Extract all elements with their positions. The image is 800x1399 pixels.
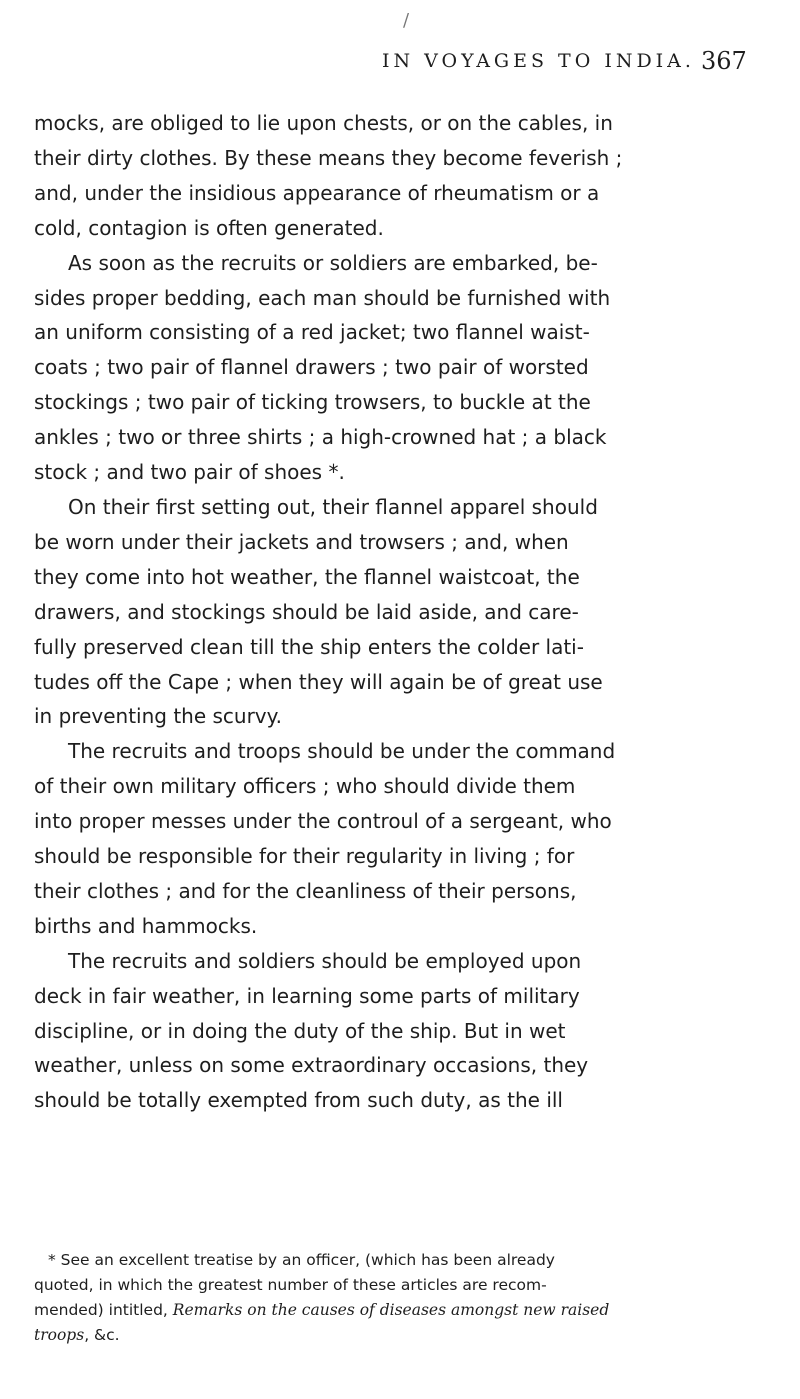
paragraph-start-line: As soon as the recruits or soldiers are embarked, be- [68, 250, 598, 275]
text-line: fully preserved clean till the ship enters the colder lati- [34, 634, 584, 659]
footnote-line [34, 1298, 800, 1323]
paragraph-start-line: The recruits and troops should be under the command [68, 739, 616, 764]
text-line: their dirty clothes. By these means they become feverish ; [34, 145, 623, 170]
text-line: deck in fair weather, in learning some parts of military [34, 983, 580, 1008]
text-line: cold, contagion is often generated. [34, 215, 384, 240]
text-line: be worn under their jackets and trowsers ; and, when [34, 529, 569, 554]
footnote-title: troops [34, 1326, 85, 1344]
margin-mark: / [403, 10, 410, 31]
footnote [34, 1248, 800, 1348]
footnote-title: Remarks on the causes of diseases amongst new raised [172, 1301, 610, 1319]
paragraph-start-line: The recruits and soldiers should be employed upon [68, 948, 582, 973]
text-line: should be totally exempted from such duty, as the ill [34, 1088, 563, 1113]
page-number: 367 [701, 47, 747, 75]
paragraph-start-line: On their first setting out, their flannel apparel should [68, 494, 598, 519]
text-line: weather, unless on some extraordinary occasions, they [34, 1053, 589, 1078]
text-line: sides proper bedding, each man should be furnished with [34, 285, 611, 310]
text-line: stock ; and two pair of shoes *. [34, 460, 345, 485]
body-text [34, 106, 800, 1118]
footnote-text: , &c. [84, 1326, 120, 1344]
footnote-line: quoted, in which the greatest number of these articles are recom- [34, 1276, 547, 1294]
text-line: an uniform consisting of a red jacket; two flannel waist- [34, 320, 590, 345]
footnote-line: * See an excellent treatise by an officer, (which has been already [48, 1251, 555, 1269]
text-line: they come into hot weather, the flannel waistcoat, the [34, 564, 580, 589]
text-line: births and hammocks. [34, 913, 258, 938]
text-line: in preventing the scurvy. [34, 704, 282, 729]
text-line: stockings ; two pair of ticking trowsers, to buckle at the [34, 390, 591, 415]
text-line: ankles ; two or three shirts ; a high-crowned hat ; a black [34, 425, 607, 450]
text-line: and, under the insidious appearance of rheumatism or a [34, 180, 600, 205]
text-line: of their own military officers ; who should divide them [34, 774, 576, 799]
text-line: drawers, and stockings should be laid aside, and care- [34, 599, 579, 624]
text-line: coats ; two pair of flannel drawers ; two pair of worsted [34, 355, 589, 380]
text-line: their clothes ; and for the cleanliness of their persons, [34, 878, 577, 903]
text-line: should be responsible for their regularity in living ; for [34, 844, 575, 869]
footnote-line [34, 1323, 800, 1348]
text-line: tudes off the Cape ; when they will again be of great use [34, 669, 603, 694]
text-line: discipline, or in doing the duty of the ship. But in wet [34, 1018, 566, 1043]
footnote-text: mended) intitled, [34, 1301, 173, 1319]
running-header: IN VOYAGES TO INDIA. [382, 50, 695, 72]
text-line: into proper messes under the controul of a sergeant, who [34, 809, 612, 834]
text-line: mocks, are obliged to lie upon chests, or on the cables, in [34, 111, 613, 135]
